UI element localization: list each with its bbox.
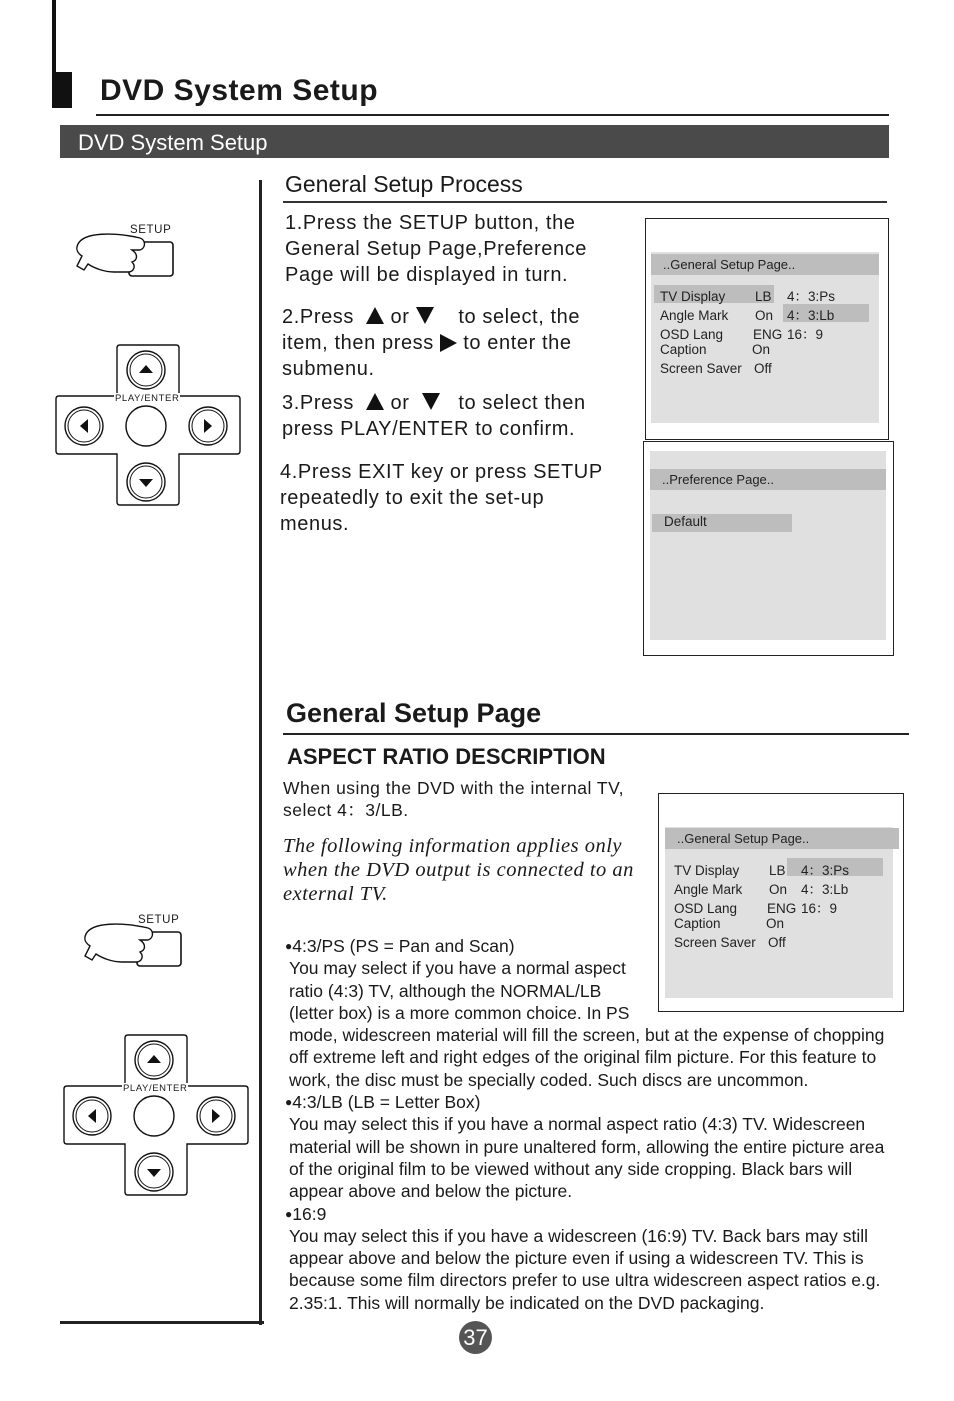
column-divider: [259, 180, 262, 1325]
ps-text: You may select if you have a normal aspect ratio (4:3) TV, although the NORMAL/LB (letter box) is a more common choice. In PS mode, widescreen material will fill the screen, but at the expense of chopping off extreme left and right edges of the original film picture. For this feature to work, the disc must be specially coded. Such discs are uncommon.: [289, 958, 885, 1090]
step-3: 3.Press or to select then press PLAY/ENTER to confirm.: [282, 392, 586, 440]
right-arrow-icon: [440, 334, 457, 352]
aspect-descriptions: [285, 935, 910, 1314]
menu-row: Angle Mark On 4：3:Lb: [674, 882, 849, 897]
down-arrow-icon: [422, 393, 440, 410]
bullet-icon: ●: [285, 1095, 293, 1110]
intro-text: When using the DVD with the internal TV, select 4：3/LB.: [283, 778, 625, 820]
dpad-icon-2: [63, 1034, 249, 1196]
menu-row: OSD Lang ENG 16：9: [674, 901, 838, 916]
section-band-label: DVD System Setup: [78, 130, 268, 155]
step-1: 1.Press the SETUP button, the General Setup Page,Preference Page will be displayed in turn.: [285, 212, 588, 286]
up-arrow-icon: [366, 393, 384, 410]
general-setup-menu: [645, 218, 889, 440]
lb-text: You may select this if you have a normal aspect ratio (4:3) TV. Widescreen material will be shown in pure unaltered form, allowing the entire picture area of the original film to be viewed without any side cropping. Black bars will appear above and below the picture.: [289, 1114, 885, 1202]
menu-row: TV Display LB 4：3:Ps: [660, 289, 836, 304]
menu-row: OSD Lang ENG 16：9: [660, 327, 824, 342]
section-band: [60, 125, 889, 158]
bullet-icon: ●: [285, 939, 293, 953]
menu-row: Angle Mark On 4：3:Lb: [660, 308, 835, 323]
menu-header: ..General Setup Page..: [665, 828, 899, 849]
dpad-icon: [55, 344, 241, 506]
general-page-title: General Setup Page: [286, 698, 542, 728]
page-title: DVD System Setup: [100, 74, 379, 107]
setup-hand-icon: [74, 226, 180, 280]
menu-row: Caption On: [660, 342, 771, 357]
menu-row: Screen Saver Off: [660, 361, 772, 376]
title-rule: [96, 114, 889, 116]
menu-row: Caption On: [674, 916, 785, 931]
up-arrow-icon: [366, 307, 384, 324]
external-tv-note: The following information applies only when the DVD output is connected to an external TV.: [283, 835, 634, 905]
setup-hand-icon-2: [82, 916, 188, 970]
play-enter-label-2: PLAY/ENTER: [123, 1083, 188, 1094]
menu-header: ..General Setup Page..: [651, 254, 879, 275]
general-page-rule: [283, 733, 909, 735]
aspect-ratio-heading: ASPECT RATIO DESCRIPTION: [287, 744, 606, 769]
corner-block: [52, 72, 72, 108]
setup-button-label-2: SETUP: [138, 914, 180, 926]
step-4: 4.Press EXIT key or press SETUP repeatedly to exit the set-up menus.: [280, 461, 603, 535]
pref-default-item: Default: [664, 514, 707, 529]
process-heading: General Setup Process: [285, 171, 523, 197]
wide-bullet: ●16:9: [285, 1203, 327, 1224]
menu-row: TV Display LB 4：3:Ps: [674, 863, 850, 878]
page-number: 37: [459, 1321, 492, 1354]
down-arrow-icon: [416, 307, 434, 324]
wide-text: You may select this if you have a widescreen (16:9) TV. Back bars may still appear above and below the picture even if using a widescreen TV. This is because some film directors prefer to use ultra widescreen aspect ratios e.g. 2.35:1. This will normally be indicated on the DVD packaging.: [289, 1225, 881, 1313]
play-enter-label: PLAY/ENTER: [115, 393, 180, 404]
preference-menu: [643, 441, 894, 656]
menu-row: Screen Saver Off: [674, 935, 786, 950]
process-rule: [283, 201, 887, 203]
bottom-rule: [60, 1321, 264, 1324]
step-2: 2.Press or to select, the item, then press to enter the submenu.: [282, 306, 581, 380]
bullet-icon: ●: [285, 1206, 293, 1221]
setup-button-label: SETUP: [130, 224, 172, 236]
pref-menu-header: ..Preference Page..: [650, 469, 886, 490]
ps-bullet: ●4:3/PS (PS = Pan and Scan): [285, 936, 515, 956]
lb-bullet: ●4:3/LB (LB = Letter Box): [285, 1092, 481, 1113]
